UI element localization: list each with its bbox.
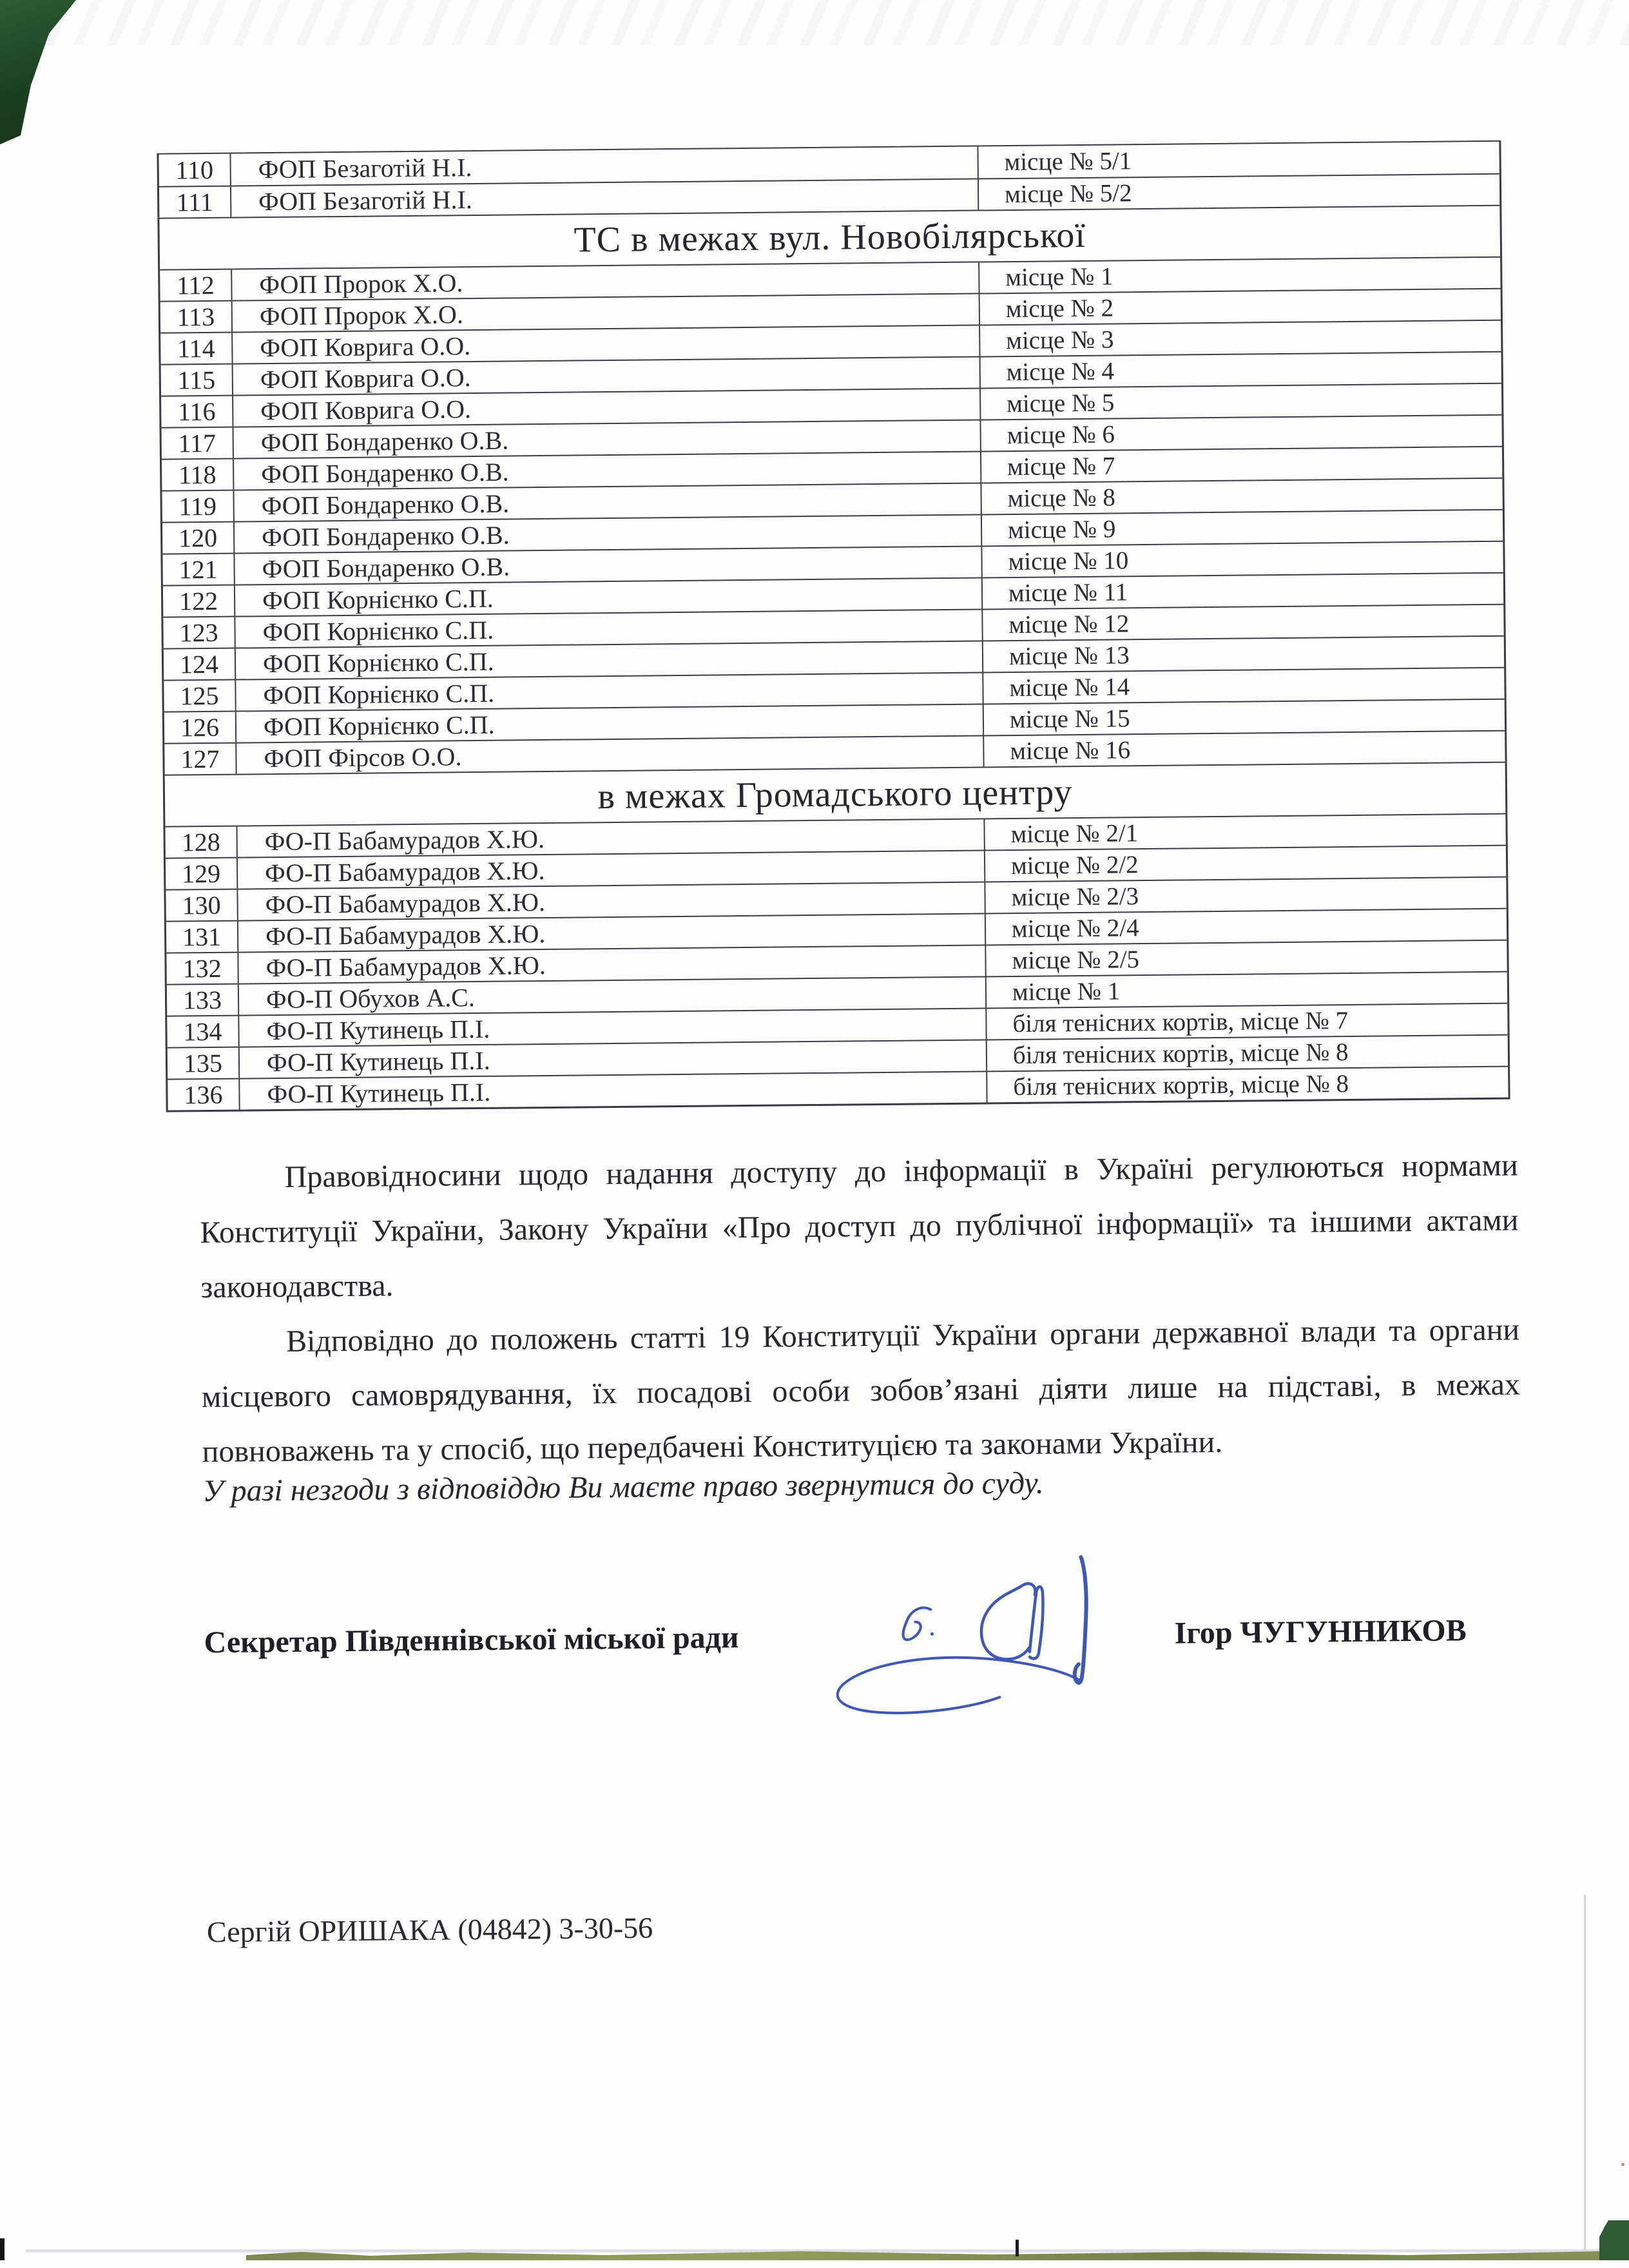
row-number-cell: 135 bbox=[183, 1048, 223, 1078]
row-number-cell: 117 bbox=[178, 428, 217, 458]
place-cell: місце № 8 bbox=[980, 479, 1502, 514]
row-number-cell: 118 bbox=[178, 460, 217, 490]
place-cell: місце № 16 bbox=[983, 732, 1505, 767]
row-number-cell: 132 bbox=[182, 953, 222, 984]
place-cell: місце № 15 bbox=[983, 700, 1505, 735]
place-cell: місце № 7 bbox=[980, 447, 1502, 483]
place-cell: місце № 9 bbox=[981, 510, 1503, 546]
vendor-name-cell: ФО-П Бабамурадов Х.Ю. bbox=[236, 882, 984, 920]
vendor-name-cell: ФОП Бондаренко О.В. bbox=[233, 547, 981, 584]
scan-speck bbox=[1621, 2163, 1624, 2166]
allocation-table bbox=[157, 141, 1510, 1112]
row-number-cell: 127 bbox=[180, 744, 220, 774]
vendor-name-cell: ФОП Корнієнко С.П. bbox=[234, 610, 981, 647]
row-number-cell: 126 bbox=[180, 712, 220, 742]
table-section-header: в межах Громадського центру bbox=[165, 762, 1506, 826]
vendor-name-cell: ФО-П Кутинець П.І. bbox=[238, 1040, 986, 1078]
vendor-name-cell: ФО-П Бабамурадов Х.Ю. bbox=[237, 914, 985, 951]
row-number-cell: 119 bbox=[178, 491, 217, 521]
vendor-name-cell: ФО-П Бабамурадов Х.Ю. bbox=[236, 851, 984, 888]
executor-contact: Сергій ОРИШАКА (04842) 3-30-56 bbox=[206, 1911, 653, 1949]
row-number-cell: 112 bbox=[176, 270, 215, 300]
place-cell: місце № 12 bbox=[981, 605, 1503, 641]
place-cell: місце № 4 bbox=[979, 353, 1501, 388]
row-number-cell: 122 bbox=[178, 586, 218, 616]
place-cell: місце № 5/2 bbox=[978, 175, 1499, 210]
vendor-name-cell: ФО-П Бабамурадов Х.Ю. bbox=[236, 819, 983, 857]
row-number-cell: 128 bbox=[181, 827, 220, 857]
vendor-name-cell: ФОП Безаготій Н.І. bbox=[229, 147, 977, 186]
vendor-name-cell: ФОП Фірсов О.О. bbox=[235, 736, 983, 773]
body-text bbox=[199, 1138, 1521, 1519]
paragraph-legal-1: Правовідносини щодо надання доступу до інформації в Україні регулюються нормами Конституції України, Закону України «Про доступ до публічної інформації» та іншими актами законодавства. bbox=[200, 1148, 1519, 1305]
place-cell: місце № 11 bbox=[981, 574, 1503, 609]
place-cell: місце № 13 bbox=[982, 637, 1504, 672]
vendor-name-cell: ФОП Коврига О.О. bbox=[232, 357, 979, 394]
row-number-cell: 121 bbox=[178, 554, 218, 585]
row-number-cell: 134 bbox=[183, 1016, 222, 1047]
vendor-name-cell: ФОП Пророк Х.О. bbox=[231, 294, 979, 331]
handwritten-signature-ink bbox=[809, 1537, 1133, 1747]
paragraph-court-notice: У разі незгоди з відповіддю Ви маєте право звернутися до суду. bbox=[202, 1466, 1044, 1509]
vendor-name-cell: ФОП Коврига О.О. bbox=[232, 389, 979, 426]
place-cell: місце № 2/2 bbox=[984, 846, 1506, 882]
place-cell: місце № 2/5 bbox=[985, 941, 1507, 976]
row-number-cell: 114 bbox=[177, 333, 215, 363]
vendor-name-cell: ФО-П Кутинець П.І. bbox=[238, 1009, 985, 1046]
vendor-name-cell: ФОП Коврига О.О. bbox=[231, 325, 979, 363]
vendor-name-cell: ФО-П Кутинець П.І. bbox=[238, 1072, 986, 1109]
vendor-name-cell: ФОП Бондаренко О.В. bbox=[233, 420, 980, 458]
row-number-cell: 130 bbox=[182, 890, 221, 920]
vendor-name-cell: ФО-П Бабамурадов Х.Ю. bbox=[237, 945, 985, 983]
table-section-header: ТС в межах вул. Новобілярської bbox=[159, 205, 1500, 269]
signatory-position: Секретар Південнівської міської ради bbox=[204, 1620, 739, 1660]
place-cell: місце № 1 bbox=[985, 973, 1507, 1008]
vendor-name-cell: ФОП Бондаренко О.В. bbox=[233, 483, 980, 521]
place-cell: біля тенісних кортів, місце № 7 bbox=[985, 1004, 1507, 1040]
place-cell: місце № 14 bbox=[982, 668, 1504, 704]
vendor-name-cell: ФОП Корнієнко С.П. bbox=[235, 704, 983, 742]
row-number-cell: 120 bbox=[178, 523, 218, 553]
vendor-name-cell: ФОП Бондаренко О.В. bbox=[233, 452, 980, 489]
place-cell: місце № 2/4 bbox=[985, 909, 1507, 945]
place-cell: місце № 6 bbox=[979, 416, 1501, 451]
row-number-cell: 110 bbox=[175, 155, 214, 185]
place-cell: місце № 5/1 bbox=[977, 142, 1499, 179]
paragraph-legal-2: Відповідно до положень статті 19 Конституції України органи державної влади та органи місцевого самоврядування, їх посадові особи зобов’язані діяти лише на підставі, в межах повноважень та у спосіб, що передбачені Конституцією та законами України. bbox=[201, 1312, 1521, 1469]
row-number-cell: 136 bbox=[184, 1080, 223, 1110]
place-cell: місце № 2 bbox=[979, 289, 1501, 325]
vendor-name-cell: ФОП Корнієнко С.П. bbox=[234, 578, 981, 615]
row-number-cell: 111 bbox=[176, 187, 213, 217]
place-cell: біля тенісних кортів, місце № 8 bbox=[986, 1067, 1508, 1103]
vendor-name-cell: ФОП Пророк Х.О. bbox=[231, 262, 978, 300]
scan-mark-bottom-tick bbox=[1016, 2240, 1019, 2256]
row-number-cell: 113 bbox=[177, 302, 215, 332]
row-number-cell: 115 bbox=[177, 365, 216, 395]
row-number-cell: 129 bbox=[181, 858, 221, 889]
vendor-name-cell: ФОП Безаготій Н.І. bbox=[230, 180, 978, 217]
place-cell: місце № 1 bbox=[978, 258, 1500, 293]
place-cell: місце № 5 bbox=[979, 384, 1501, 420]
place-cell: місце № 10 bbox=[981, 542, 1503, 577]
vendor-name-cell: ФОП Корнієнко С.П. bbox=[235, 641, 982, 679]
place-cell: місце № 2/3 bbox=[984, 878, 1506, 913]
vendor-name-cell: ФО-П Обухов А.С. bbox=[238, 977, 985, 1014]
row-number-cell: 125 bbox=[180, 681, 219, 711]
row-number-cell: 123 bbox=[179, 617, 218, 648]
vendor-name-cell: ФОП Бондаренко О.В. bbox=[233, 515, 981, 552]
page-edge-line bbox=[1584, 1895, 1586, 2251]
row-number-cell: 133 bbox=[182, 985, 222, 1015]
row-number-cell: 124 bbox=[179, 649, 219, 679]
scan-mark-bottom-left bbox=[0, 2238, 5, 2260]
place-cell: місце № 3 bbox=[979, 321, 1501, 356]
signatory-name: Ігор ЧУГУННИКОВ bbox=[1174, 1613, 1467, 1651]
place-cell: біля тенісних кортів, місце № 8 bbox=[986, 1036, 1508, 1071]
place-cell: місце № 2/1 bbox=[983, 815, 1505, 850]
row-number-cell: 131 bbox=[182, 922, 222, 952]
vendor-name-cell: ФОП Корнієнко С.П. bbox=[235, 673, 982, 710]
row-number-cell: 116 bbox=[177, 396, 216, 427]
